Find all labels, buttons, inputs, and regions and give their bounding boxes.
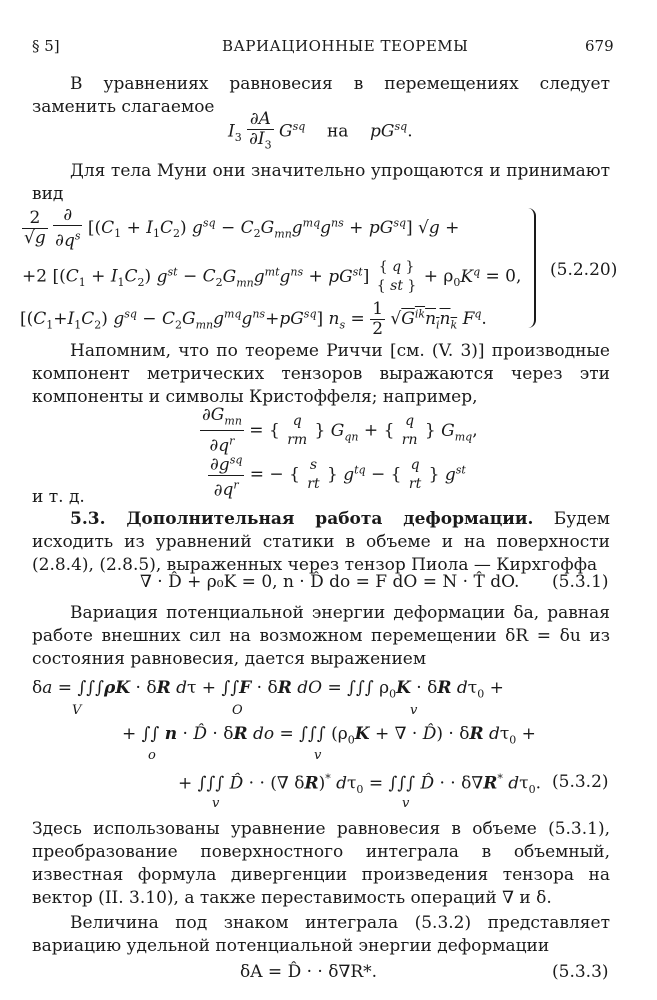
paragraph-6: Здесь использованы уравнение равновесия в объеме (5.3.1), преобразование поверхностного интеграла в объемный, известная формула дивергенции произведения тензора на вектор (II. 3.10), а также переставимость операций ∇ и δ. xyxy=(32,819,610,908)
equation-replacement: $I_3$ $\frac{\partial A}{\partial I_3}$ $G^{sq}$ на $pG^{sq}$. xyxy=(228,109,413,152)
paragraph-3: Напомним, что по теореме Риччи [см. (V. 3)] производные компонент метрических тензоров выражаются через эти компоненты и символы Кристоффеля; например, xyxy=(32,341,610,407)
equation-5-3-2-line-2: + ∫∫ n · D̂ · δR do = ∫∫∫ ($\rho_0K$ + ∇ · D̂) · δR $d\tau_0$ + xyxy=(122,724,536,747)
equation-number-5-3-3: (5.3.3) xyxy=(552,962,609,982)
page-number: 679 xyxy=(585,37,614,55)
paragraph-7: Величина под знаком интеграла (5.3.2) представляет вариацию удельной потенциальной энергии деформации xyxy=(32,913,610,956)
equation-number-5-3-1: (5.3.1) xyxy=(552,572,609,592)
equation-number-5-3-2: (5.3.2) xyxy=(552,772,609,792)
equation-5-3-2-limits-4: o xyxy=(148,748,156,763)
equation-5-2-20-line-3: $[(C_1+I_1C_2) g^{sq} - C_2G_{mn}g^{mq}g^{ns}+pG^{sq}] n_s$ = $\frac{1}{2}$ $√G^{ik}n_in_k$ $F^q$. xyxy=(20,299,487,339)
equation-5-3-2-limits-5: v xyxy=(314,748,322,763)
running-title: ВАРИАЦИОННЫЕ ТЕОРЕМЫ xyxy=(222,37,469,55)
equation-5-3-2-limits-1: V xyxy=(72,703,82,718)
section-marker: § 5] xyxy=(32,37,60,55)
equation-5-3-2-limits-2: O xyxy=(232,703,243,718)
equation-christoffel-1: $\frac{\partial G_{mn}}{\partial q^r}$ = { q rm } $G_{qn}$ + { q rn } $G_{mq}$, xyxy=(202,405,478,457)
paragraph-5: Вариация потенциальной энергии деформации δa, равная работе внешних сил на возможном перемещении δR = δu из состояния равновесия, дается выражением xyxy=(32,603,610,669)
equation-5-3-2-line-3: + ∫∫∫ D̂ · · (∇ δR)* $d\tau_0$ = ∫∫∫ D̂ · · δ∇R* $d\tau_0$. xyxy=(178,772,541,797)
equation-5-3-1: ∇ · D̂ + ρ₀K = 0, n · D̂ do = F dO = N · T̂ dO. xyxy=(140,572,520,592)
etc-text: и т. д. xyxy=(32,487,85,507)
equation-5-3-3: δA = D̂ · · δ∇R*. xyxy=(240,962,378,982)
paragraph-2: Для тела Муни они значительно упрощаются и принимают вид xyxy=(32,161,610,204)
equation-5-3-2-limits-7: v xyxy=(402,796,410,811)
paragraph-4: Будем исходить из уравнений статики в объеме и на поверхности (2.8.4), (2.8.5), выраженных через тензор Пиола — Кирхгоффа xyxy=(32,509,610,575)
equation-5-2-20-line-2: +2 $[(C_1 + I_1C_2) g^{st} - C_2G_{mn}g^{mt}g^{ns} + pG^{st}]$ { q } { st } + $\rho_0K^q = 0$, xyxy=(22,259,522,294)
paragraph-section-5-3 xyxy=(32,508,610,577)
paragraph-1: В уравнениях равновесия в перемещениях следует заменить слагаемое xyxy=(32,74,610,117)
equation-christoffel-2: $\frac{\partial g^{sq}}{\partial q^r}$ = − { s rt } $g^{tq}$ − { q rt } $g^{st}$ xyxy=(208,450,466,500)
equation-5-3-2-limits-6: v xyxy=(212,796,220,811)
equation-5-2-20-line-1: $\frac{2}{√g}$ $\frac{\partial}{\partial q^s}$ $[(C_1 + I_1C_2) g^{sq} - C_2G_{mn}g^{mq}g^{ns} + pG^{sq}] √g$ + xyxy=(24,205,460,251)
equation-5-3-2-line-1: δa = ∫∫∫ρK · δR dτ + ∫∫F · δR dO = ∫∫∫ $\rho_0K \cdot \delta R$ $d\tau_0$ + xyxy=(32,678,504,701)
equation-5-3-2-limits-3: v xyxy=(410,703,418,718)
equation-number-5-2-20: (5.2.20) xyxy=(550,260,618,280)
equation-brace xyxy=(528,208,536,328)
section-title: 5.3. Дополнительная работа деформации. xyxy=(70,509,534,529)
